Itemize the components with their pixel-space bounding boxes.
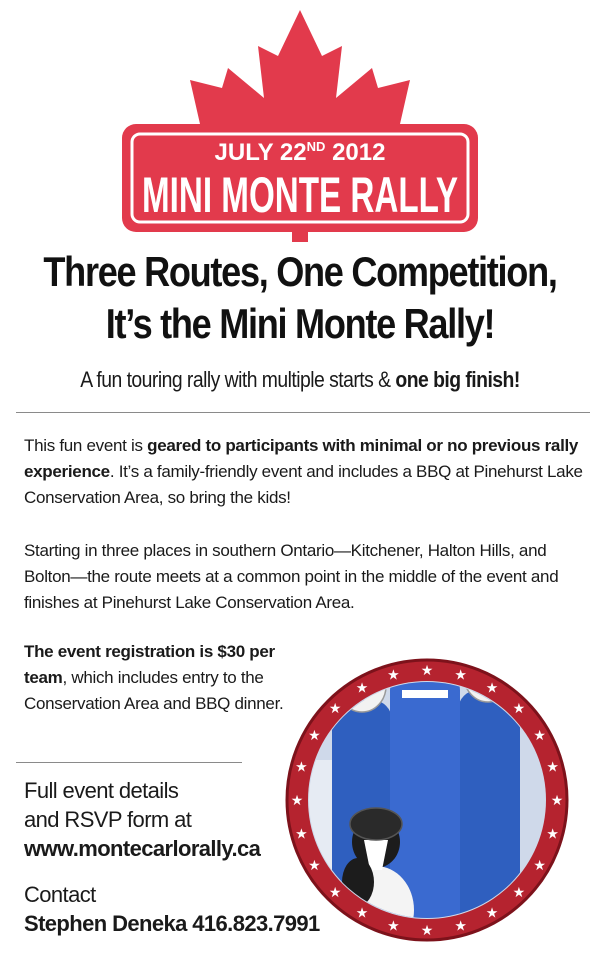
contact-name-phone: Stephen Deneka 416.823.7991 [24,911,320,936]
details-line-2: and RSVP form at [24,807,192,832]
divider-top [16,412,590,413]
ring-star-icon: ★ [328,700,342,717]
drivers-photo [262,620,592,945]
event-details [24,776,260,863]
ring-star-icon: ★ [328,883,342,900]
ring-star-icon: ★ [420,922,434,938]
ring-star-icon: ★ [546,825,559,842]
ring-star-icon: ★ [533,727,546,743]
ring-star-icon: ★ [550,792,564,808]
ring-star-icon: ★ [295,758,308,775]
ring-star-icon: ★ [387,917,400,934]
ring-star-icon: ★ [485,904,499,921]
details-line-1: Full event details [24,778,179,803]
ring-star-icon: ★ [512,883,526,900]
paragraph-routes: Starting in three places in southern Ontario—Kitchener, Halton Hills, and Bolton—the route meets at a common point in the middle of the event and finishes at Pinehurst Lake Conservation Area. [24,541,559,612]
subheadline-bold: one big finish! [395,367,520,392]
subheadline-text: A fun touring rally with multiple starts & [80,367,396,392]
headline-line-2: It’s the Mini Monte Rally! [105,300,495,347]
divider-bottom [16,762,242,763]
logo-date: JULY 22ND 2012 [214,139,386,166]
ring-star-icon: ★ [295,825,308,842]
ring-star-icon: ★ [308,727,321,743]
intro-bold: geared to participants with minimal or no previous rally experience [24,436,579,481]
ring-star-icon: ★ [355,679,369,696]
ring-star-icon: ★ [355,904,369,921]
ring-star-icon: ★ [454,917,467,934]
ring-star-icon: ★ [308,857,321,873]
registration-bold: The event registration is $30 per team [24,642,275,687]
subheadline [36,367,564,393]
intro-text-end: . It’s a family-friendly event and includes a BBQ at Pinehurst Lake Conservation Area, so bring the kids! [24,462,583,507]
logo-title: MINI MONTE RALLY [142,167,458,223]
registration-text: , which includes entry to the Conservation Area and BBQ dinner. [24,668,284,713]
ring-star-icon: ★ [387,666,400,683]
website-link[interactable]: www.montecarlorally.ca [24,836,261,861]
ring-star-icon: ★ [546,758,559,775]
intro-text-start: This fun event is [24,436,148,455]
rally-logo [110,6,490,242]
ring-star-icon: ★ [420,662,434,678]
contact-label: Contact [24,882,96,907]
paragraph-registration [24,639,294,717]
headline-line-1: Three Routes, One Competition, [43,248,557,295]
ring-star-icon: ★ [512,700,526,717]
ring-star-icon: ★ [533,857,546,873]
paragraph-intro [24,433,584,511]
ring-star-icon: ★ [290,792,304,808]
ring-star-icon: ★ [485,679,499,696]
ring-star-icon: ★ [454,666,467,683]
